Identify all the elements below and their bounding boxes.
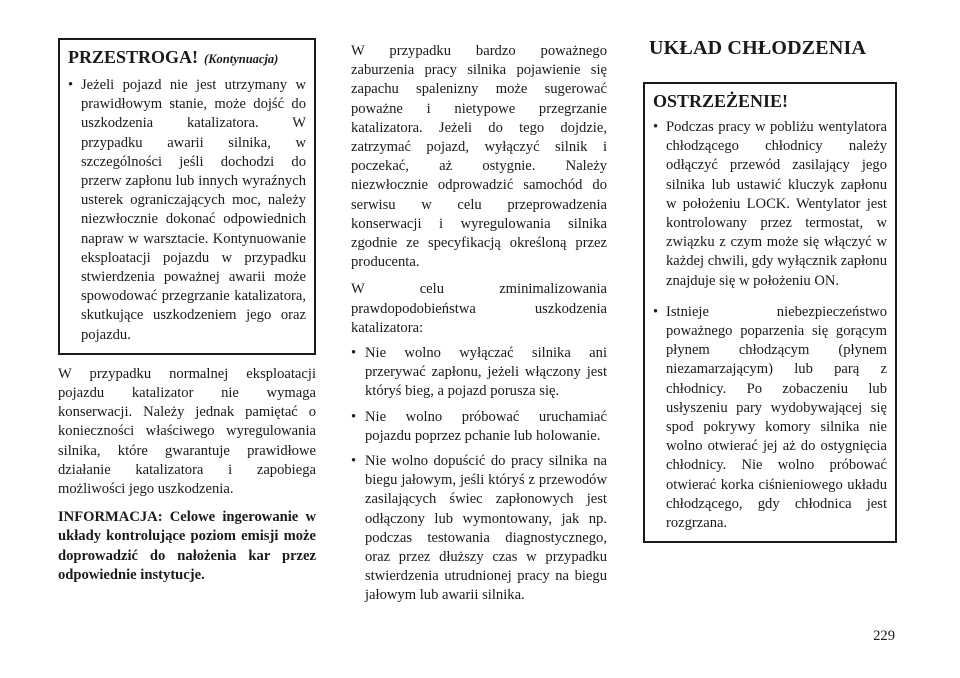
caution-list [68,76,306,345]
caution-title-text: PRZESTROGA! [68,47,199,67]
minimize-paragraph: W celu zminimalizowania prawdopodobieństwa uszkodzenia katalizatora: [351,281,607,336]
prevention-item: • Nie wolno próbować uruchamiać pojazdu poprzez pchanie lub holowanie. [351,408,607,446]
overheat-paragraph: W przypadku bardzo poważnego zaburzenia pracy silnika pojawienie się zapachu spalenizny może sugerować poważne i nietypowe przegrzanie katalizatora. Jeżeli do tego dojdzie, zatrzymać pojazd, wyłączyć silnik i poczekać, aż ostygnie. Należy niezwłocznie odprowadzić samochód do serwisu w celu przeprowadzenia konserwacji i wyregulowania silnika zgodnie ze specyfikacją określoną przez producenta. [351,43,607,271]
prevention-item: • Nie wolno dopuścić do pracy silnika na biegu jałowym, jeśli któryś z przewodów zasilających świec zapłonowych jest odłączony lub wymontowany, jak np. podczas testowania diagnostycznego, oraz przez dłuższy czas w przypadku stwierdzenia utrudnionej pracy na biegu jałowym lub awarii silnika. [351,452,607,606]
warning-list [653,118,887,533]
caution-box [58,38,316,355]
warning-item: • Podczas pracy w pobliżu wentylatora chłodzącego chłodnicy należy odłączyć przewód zasilający jego silnika lub ustawić kluczyk zapłonu w położeniu LOCK. Wentylator jest kontrolowany przez termostat, w związku z czym może się włączyć w każdej chwili, gdy wyłącznik zapłonu znajduje się w położeniu ON. [653,118,887,291]
prevention-list [351,344,607,606]
section-title: UKŁAD CHŁODZENIA [649,37,867,59]
warning-item: • Istnieje niebezpieczeństwo poważnego poparzenia się gorącym płynem chłodzącym (płynem niezamarzającym) lub parą z chłodnicy. Po zobaczeniu lub usłyszeniu pary wydobywającej się spod pokrywy komory silnika nie wolno otwierać jej aż do ostygnięcia chłodnicy. Nie wolno próbować otwierać korka ciśnieniowego układu chłodzącego, gdy chłodnica jest rozgrzana. [653,303,887,533]
caution-continuation: (Kontynuacja) [204,52,279,66]
prevention-item: • Nie wolno wyłączać silnika ani przerywać zapłonu, jeżeli włączony jest któryś bieg, a pojazd porusza się. [351,344,607,402]
left-column [58,38,316,585]
page-number: 229 [873,628,895,644]
caution-item: • Jeżeli pojazd nie jest utrzymany w prawidłowym stanie, może dojść do uszkodzenia katalizatora. W przypadku awarii silnika, w szczególności jeśli dochodzi do przerw zapłonu lub innych wyraźnych usterek ograniczających moc, należy niezwłocznie dokonać odpowiednich napraw w warsztacie. Kontynuowanie eksploatacji pojazdu w przypadku stwierdzenia poważnej awarii może spowodować przegrzanie katalizatora, skutkujące uszkodzeniem jego oraz pojazdu. [68,76,306,345]
caution-title [68,46,306,70]
info-paragraph: INFORMACJA: Celowe ingerowanie w układy kontrolujące poziom emisji może doprowadzić do nałożenia kar przez odpowiednie instytucje. [58,509,316,583]
middle-column [351,42,607,606]
right-column [643,36,897,543]
warning-box [643,82,897,543]
maintenance-paragraph: W przypadku normalnej eksploatacji pojazdu katalizator nie wymaga konserwacji. Należy jednak pamiętać o konieczności właściwego wyregulowania silnika, które gwarantuje prawidłowe działanie katalizatora i zapobiega możliwości jego uszkodzenia. [58,365,316,498]
warning-title: OSTRZEŻENIE! [653,91,789,111]
